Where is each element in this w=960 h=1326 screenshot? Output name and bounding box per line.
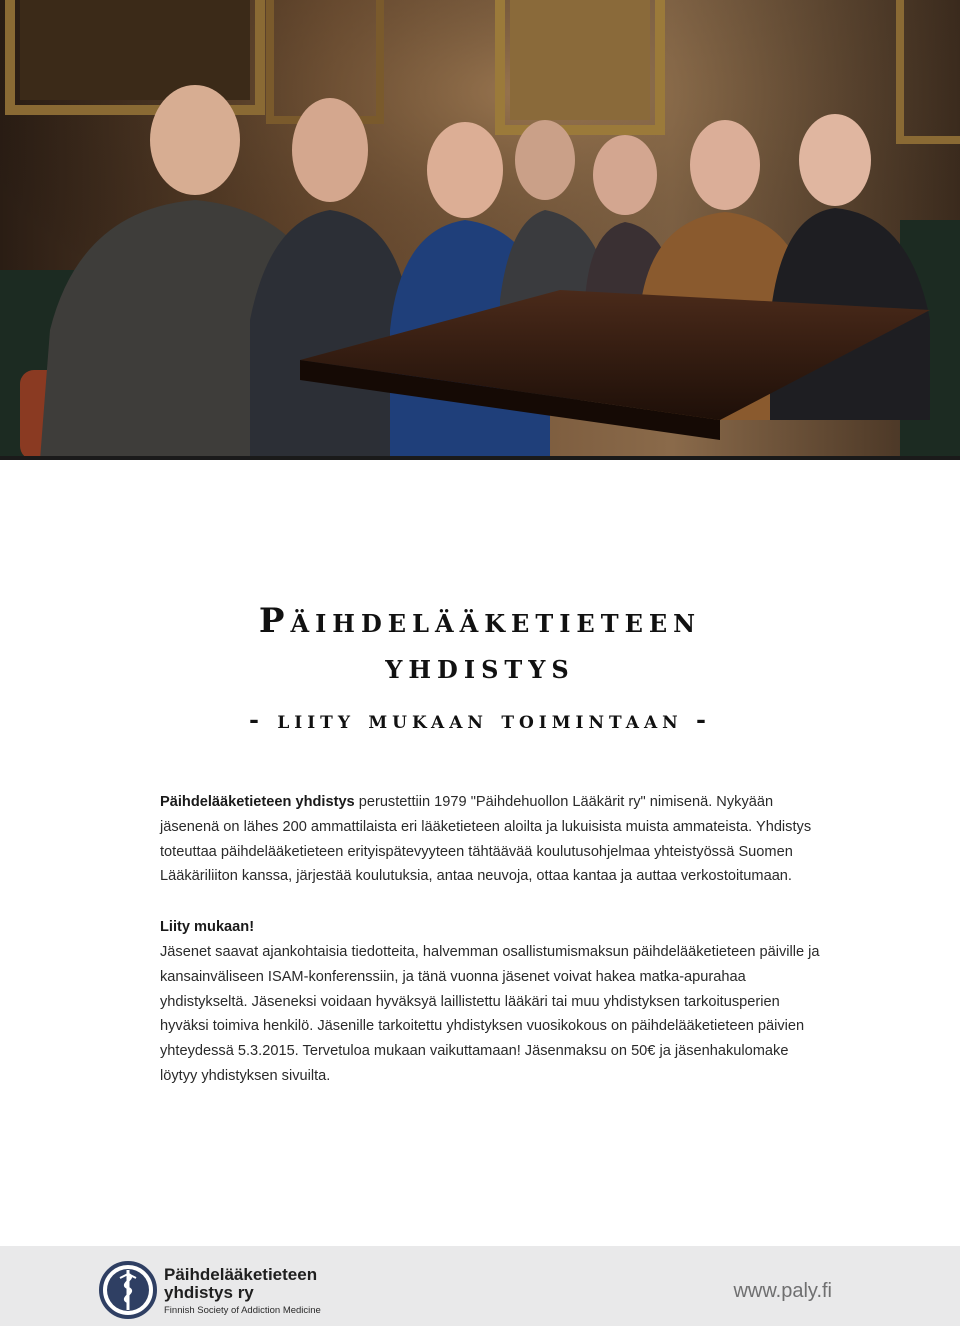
intro-text: perustettiin 1979 "Päihdehuollon Lääkärit ry" nimisenä. Nykyään jäsenenä on lähes 200 ammattilaista eri lääketieteen aloilta ja lukuisista muista ammateista. Yhdistys toteuttaa päihdelääketieteen erityispätevyyteen tähtäävää koulutusohjelmaa yhteistyössä Suomen Lääkäriliiton kanssa, järjestää koulutuksia, antaa neuvoja, ottaa kantaa ja auttaa verkostoitumaan. <box>160 794 812 885</box>
join-heading: Liity mukaan! <box>160 919 255 936</box>
intro-lead: Päihdelääketieteen yhdistys <box>160 794 355 810</box>
caduceus-icon <box>98 1260 158 1320</box>
group-photo-illustration <box>0 0 960 460</box>
logo-wordmark <box>164 1266 321 1316</box>
intro-paragraph <box>160 790 820 889</box>
logo-name-line-2: yhdistys ry <box>164 1283 254 1302</box>
page-title <box>0 598 960 690</box>
body-content <box>160 790 820 1089</box>
title-line-1: Päihdelääketieteen <box>258 601 702 641</box>
website-link[interactable]: www.paly.fi <box>733 1280 832 1302</box>
group-photo <box>0 0 960 460</box>
logo-tagline: Finnish Society of Addiction Medicine <box>164 1305 321 1316</box>
footer-bar <box>0 1246 960 1326</box>
join-paragraph: Jäsenet saavat ajankohtaisia tiedotteita, halvemman osallistumismaksun päihdelääketieteen päiville ja kansainväliseen ISAM-konferenssiin, ja tänä vuonna jäsenet voivat hakea matka-apurahaa yhdistykseltä. Jäseneksi voidaan hyväksyä laillistettu lääkäri tai muu yhdistyksen tarkoitusperien hyväksi toimiva henkilö. Jäsenille tarkoitettu yhdistyksen vuosikokous on päihdelääketieteen päivien yhteydessä 5.3.2015. Tervetuloa mukaan vaikuttamaan! Jäsenmaksu on 50€ ja jäsenhakulomake löytyy yhdistyksen sivuilta. <box>160 943 820 1084</box>
logo-name-line-1: Päihdelääketieteen <box>164 1265 318 1284</box>
page-subtitle: - liity mukaan toimintaan - <box>249 705 711 734</box>
title-line-2: yhdistys <box>385 647 575 687</box>
